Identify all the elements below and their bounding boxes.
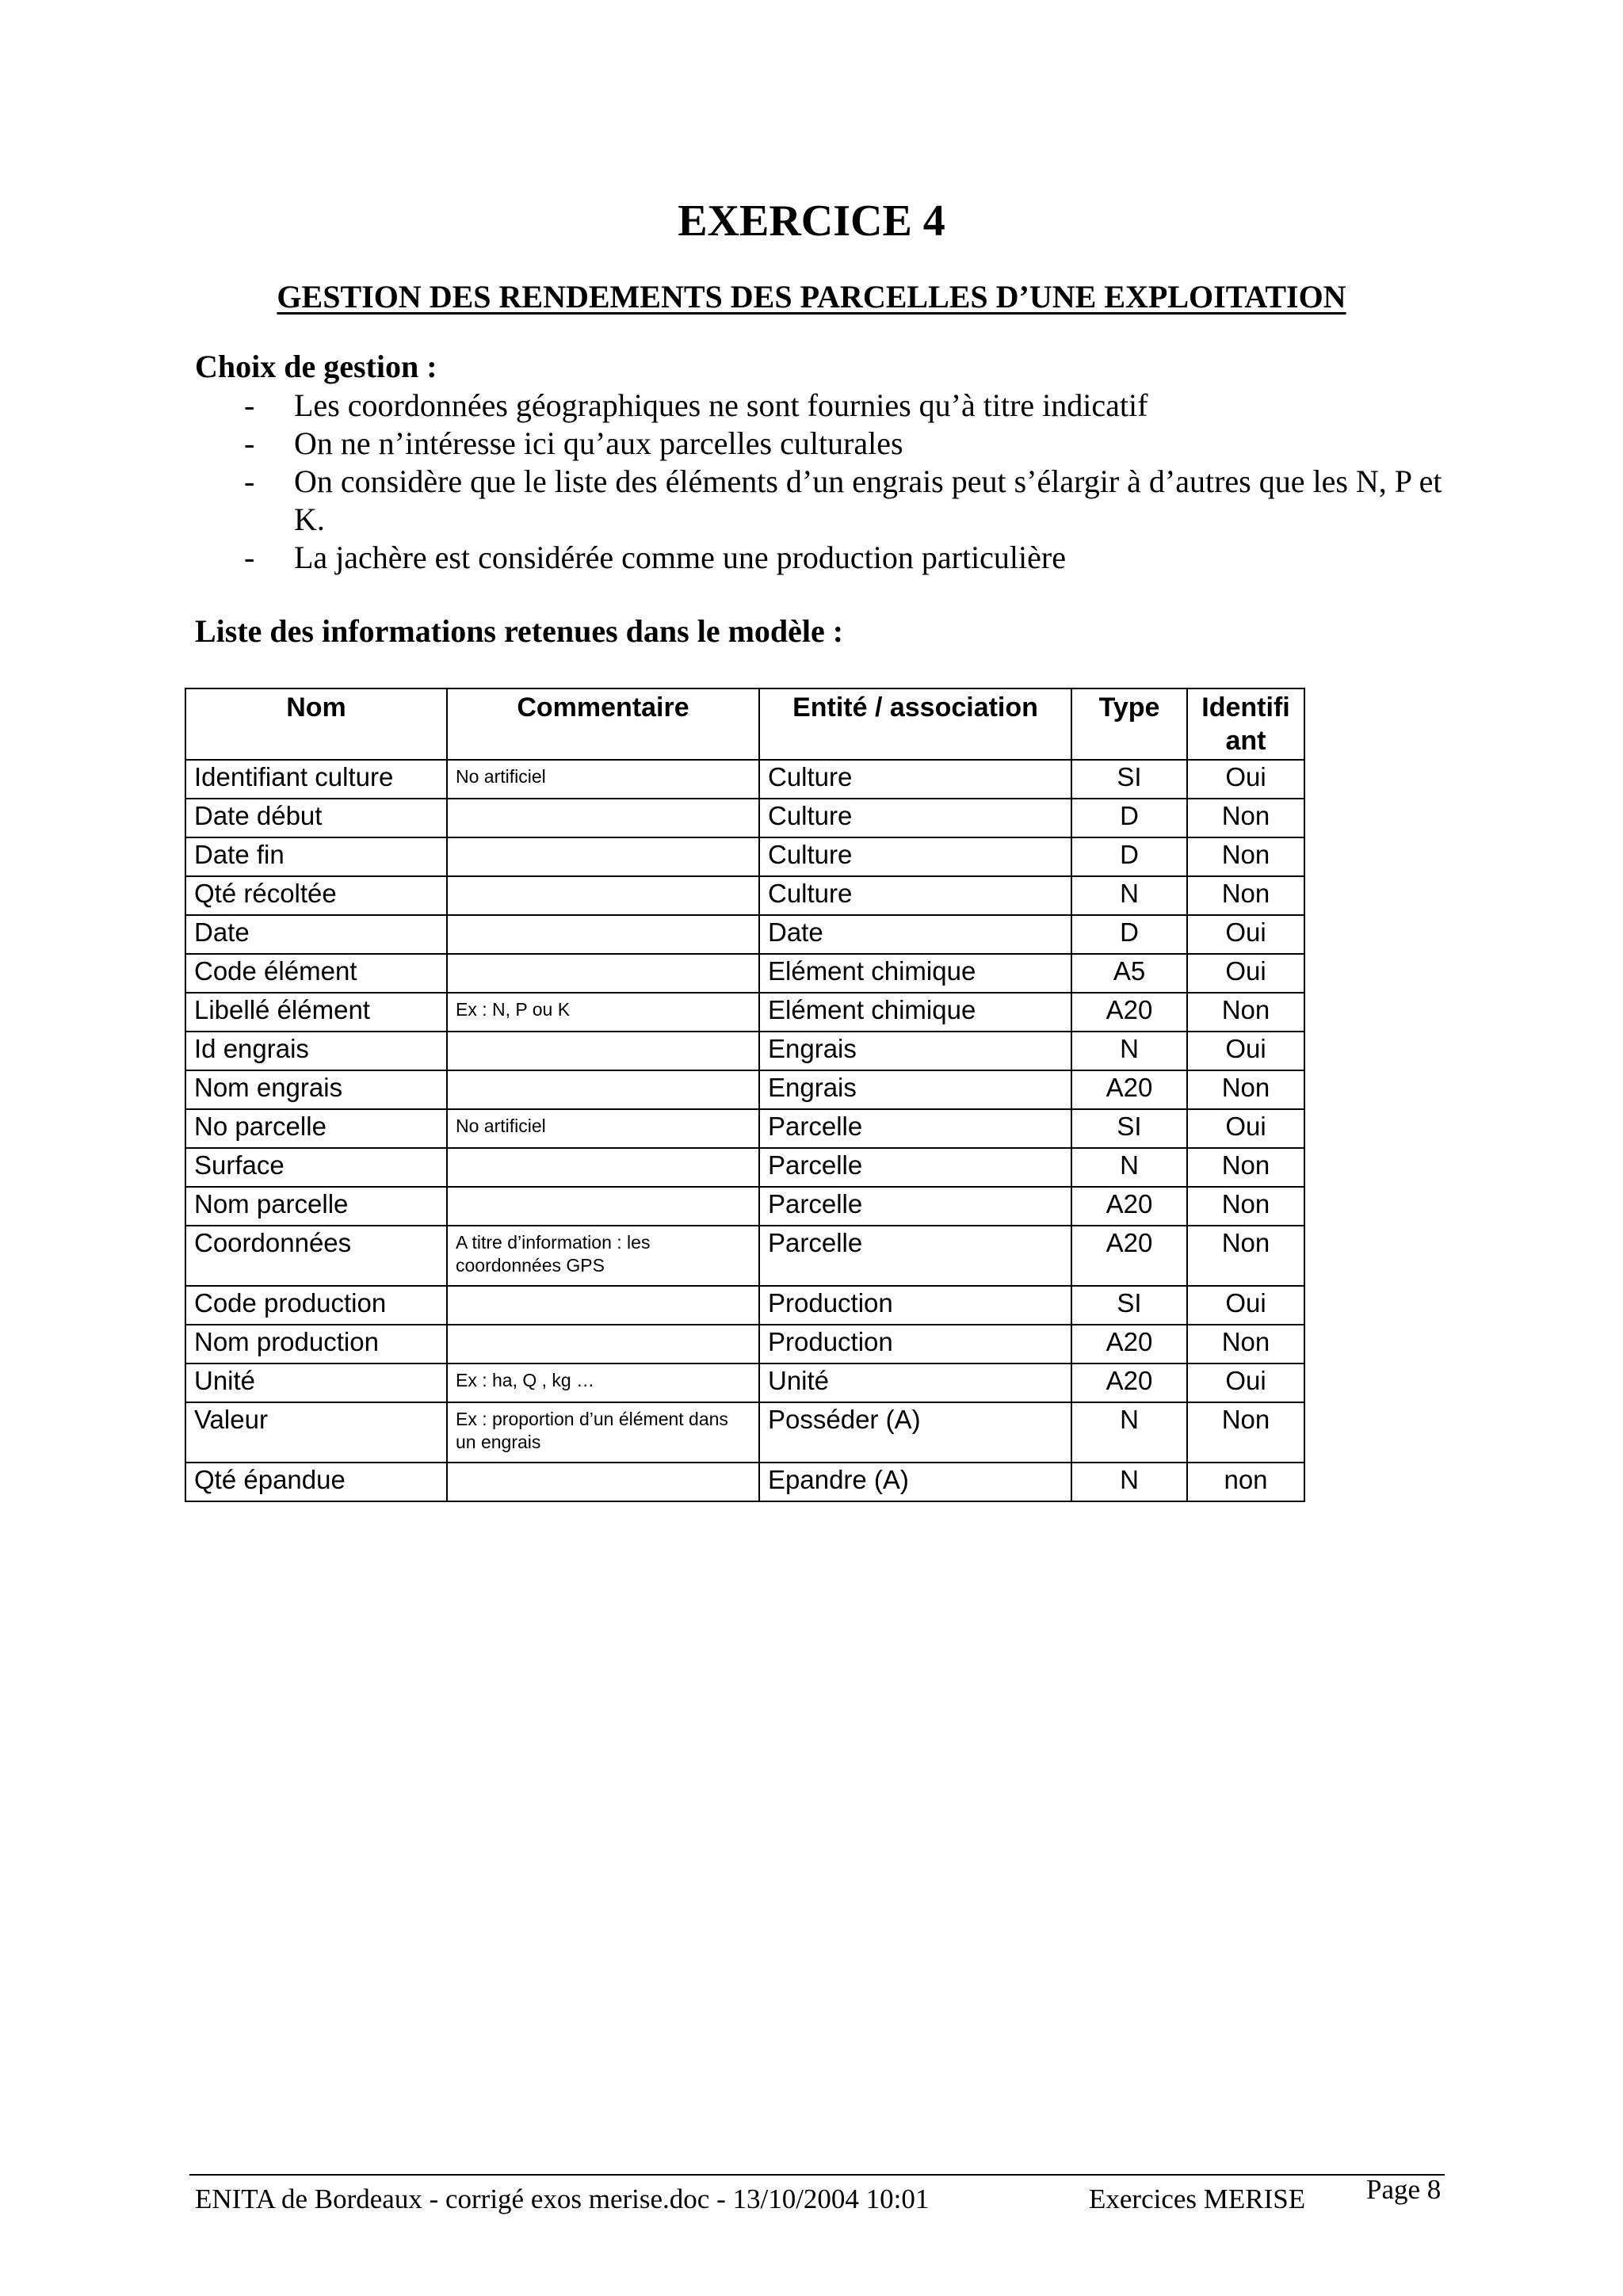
- cell-identifiant: Non: [1187, 1325, 1304, 1363]
- cell-type: A20: [1071, 1070, 1187, 1109]
- cell-nom: Libellé élément: [185, 993, 447, 1032]
- cell-entite: Date: [759, 915, 1071, 954]
- cell-commentaire: [447, 1187, 759, 1226]
- cell-identifiant: Non: [1187, 876, 1304, 915]
- cell-identifiant: Non: [1187, 1226, 1304, 1286]
- cell-entite: Unité: [759, 1363, 1071, 1402]
- cell-commentaire: Ex : ha, Q , kg …: [447, 1363, 759, 1402]
- cell-entite: Culture: [759, 799, 1071, 837]
- table-row: [185, 1402, 1304, 1463]
- cell-nom: Nom production: [185, 1325, 447, 1363]
- cell-commentaire: No artificiel: [447, 760, 759, 799]
- table-row: [185, 1226, 1304, 1286]
- cell-type: N: [1071, 1463, 1187, 1501]
- list-item-text: La jachère est considérée comme une production particulière: [294, 540, 1066, 575]
- cell-commentaire: [447, 1148, 759, 1187]
- cell-nom: Date début: [185, 799, 447, 837]
- cell-entite: Production: [759, 1325, 1071, 1363]
- cell-commentaire: [447, 876, 759, 915]
- cell-identifiant: Oui: [1187, 760, 1304, 799]
- cell-type: SI: [1071, 760, 1187, 799]
- cell-type: N: [1071, 876, 1187, 915]
- list-item: [195, 387, 1463, 425]
- cell-type: N: [1071, 1148, 1187, 1187]
- cell-nom: Date: [185, 915, 447, 954]
- footer-course-title: Exercices MERISE: [1089, 2183, 1306, 2214]
- table-row: [185, 1032, 1304, 1070]
- table-row: [185, 799, 1304, 837]
- cell-type: D: [1071, 799, 1187, 837]
- cell-nom: Surface: [185, 1148, 447, 1187]
- cell-identifiant: Oui: [1187, 1286, 1304, 1325]
- cell-type: D: [1071, 837, 1187, 876]
- cell-entite: Posséder (A): [759, 1402, 1071, 1463]
- cell-commentaire: [447, 1032, 759, 1070]
- table-row: [185, 915, 1304, 954]
- bullet-dash: -: [244, 540, 255, 575]
- cell-identifiant: Non: [1187, 1402, 1304, 1463]
- header-type: Type: [1071, 688, 1187, 760]
- cell-commentaire: [447, 799, 759, 837]
- cell-entite: Epandre (A): [759, 1463, 1071, 1501]
- cell-identifiant: Oui: [1187, 1109, 1304, 1148]
- cell-identifiant: Oui: [1187, 1363, 1304, 1402]
- cell-nom: Qté récoltée: [185, 876, 447, 915]
- cell-entite: Parcelle: [759, 1226, 1071, 1286]
- cell-type: A20: [1071, 1325, 1187, 1363]
- cell-entite: Engrais: [759, 1070, 1071, 1109]
- cell-identifiant: Non: [1187, 1148, 1304, 1187]
- table-row: [185, 993, 1304, 1032]
- footer-page-number: Page 8: [1366, 2174, 1442, 2205]
- cell-identifiant: Non: [1187, 1187, 1304, 1226]
- cell-type: A5: [1071, 954, 1187, 993]
- cell-identifiant: Oui: [1187, 915, 1304, 954]
- table-row: [185, 954, 1304, 993]
- subtitle-text: GESTION DES RENDEMENTS DES PARCELLES D’UNE EXPLOITATION: [277, 279, 1346, 315]
- cell-commentaire: [447, 1286, 759, 1325]
- footer-divider: [189, 2174, 1445, 2176]
- cell-nom: Code élément: [185, 954, 447, 993]
- page-title: EXERCICE 4: [678, 196, 945, 246]
- cell-type: A20: [1071, 1226, 1187, 1286]
- list-item: [195, 463, 1463, 539]
- bullet-dash: -: [244, 463, 255, 499]
- cell-nom: Code production: [185, 1286, 447, 1325]
- cell-nom: Coordonnées: [185, 1226, 447, 1286]
- cell-entite: Engrais: [759, 1032, 1071, 1070]
- cell-commentaire: Ex : N, P ou K: [447, 993, 759, 1032]
- cell-commentaire: [447, 837, 759, 876]
- cell-commentaire: Ex : proportion d’un élément dans un engrais: [447, 1402, 759, 1463]
- cell-commentaire: A titre d’information : les coordonnées GPS: [447, 1226, 759, 1286]
- table-header-row: [185, 688, 1304, 760]
- header-nom: Nom: [185, 688, 447, 760]
- cell-type: A20: [1071, 1363, 1187, 1402]
- table-body: [185, 760, 1304, 1501]
- cell-entite: Parcelle: [759, 1187, 1071, 1226]
- cell-commentaire: [447, 915, 759, 954]
- cell-nom: Identifiant culture: [185, 760, 447, 799]
- cell-identifiant: Oui: [1187, 1032, 1304, 1070]
- cell-nom: Date fin: [185, 837, 447, 876]
- cell-type: D: [1071, 915, 1187, 954]
- cell-type: SI: [1071, 1109, 1187, 1148]
- cell-entite: Parcelle: [759, 1109, 1071, 1148]
- cell-entite: Production: [759, 1286, 1071, 1325]
- bullet-dash: -: [244, 425, 255, 461]
- cell-identifiant: Non: [1187, 799, 1304, 837]
- cell-commentaire: [447, 1070, 759, 1109]
- cell-commentaire: [447, 1463, 759, 1501]
- table-row: [185, 837, 1304, 876]
- list-item-text: On considère que le liste des éléments d’un engrais peut s’élargir à d’autres que les N, P et K.: [294, 463, 1442, 537]
- cell-identifiant: non: [1187, 1463, 1304, 1501]
- table-row: [185, 1363, 1304, 1402]
- cell-type: N: [1071, 1032, 1187, 1070]
- cell-entite: Culture: [759, 837, 1071, 876]
- cell-type: N: [1071, 1402, 1187, 1463]
- header-entite: Entité / association: [759, 688, 1071, 760]
- table-row: [185, 760, 1304, 799]
- cell-entite: Parcelle: [759, 1148, 1071, 1187]
- cell-nom: Unité: [185, 1363, 447, 1402]
- cell-commentaire: No artificiel: [447, 1109, 759, 1148]
- cell-type: SI: [1071, 1286, 1187, 1325]
- cell-nom: Nom parcelle: [185, 1187, 447, 1226]
- table-row: [185, 1148, 1304, 1187]
- cell-entite: Elément chimique: [759, 993, 1071, 1032]
- header-identifiant: Identifi ant: [1187, 688, 1304, 760]
- cell-nom: Nom engrais: [185, 1070, 447, 1109]
- table-row: [185, 1187, 1304, 1226]
- cell-type: A20: [1071, 1187, 1187, 1226]
- cell-identifiant: Oui: [1187, 954, 1304, 993]
- header-commentaire: Commentaire: [447, 688, 759, 760]
- cell-nom: No parcelle: [185, 1109, 447, 1148]
- page-subtitle: [0, 277, 1623, 317]
- table-row: [185, 1286, 1304, 1325]
- cell-identifiant: Non: [1187, 993, 1304, 1032]
- footer-document-info: ENITA de Bordeaux - corrigé exos merise.doc - 13/10/2004 10:01: [195, 2183, 930, 2214]
- cell-identifiant: Non: [1187, 1070, 1304, 1109]
- cell-commentaire: [447, 954, 759, 993]
- cell-nom: Valeur: [185, 1402, 447, 1463]
- table-row: [185, 1109, 1304, 1148]
- cell-type: A20: [1071, 993, 1187, 1032]
- list-item: [195, 425, 1463, 463]
- list-item-text: On ne n’intéresse ici qu’aux parcelles culturales: [294, 425, 903, 461]
- choix-heading: Choix de gestion :: [195, 349, 437, 384]
- choix-list: [195, 387, 1463, 577]
- bullet-dash: -: [244, 387, 255, 423]
- table-row: [185, 1070, 1304, 1109]
- list-item-text: Les coordonnées géographiques ne sont fournies qu’à titre indicatif: [294, 387, 1148, 423]
- cell-identifiant: Non: [1187, 837, 1304, 876]
- list-item: [195, 539, 1463, 577]
- info-table: [185, 688, 1305, 1502]
- table-row: [185, 876, 1304, 915]
- cell-nom: Qté épandue: [185, 1463, 447, 1501]
- table-row: [185, 1325, 1304, 1363]
- table-row: [185, 1463, 1304, 1501]
- cell-entite: Culture: [759, 876, 1071, 915]
- cell-nom: Id engrais: [185, 1032, 447, 1070]
- cell-commentaire: [447, 1325, 759, 1363]
- liste-heading: Liste des informations retenues dans le modèle :: [195, 613, 844, 649]
- cell-entite: Elément chimique: [759, 954, 1071, 993]
- cell-entite: Culture: [759, 760, 1071, 799]
